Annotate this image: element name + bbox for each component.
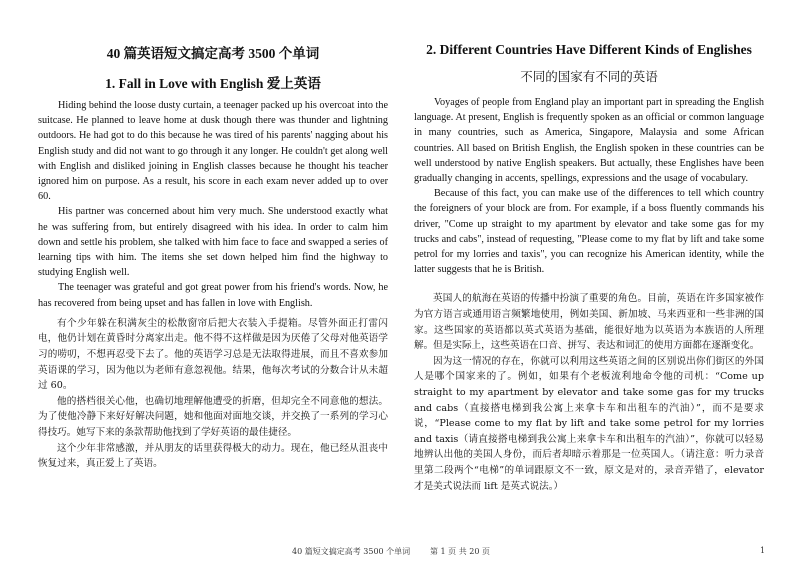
section-1-english-paragraph-2: His partner was concerned about him very much. She understood exactly what he was suffering from, but entirely disagreed with his idea. In order to calm him down and settle his problem, she talked with him face to face and swapped a series of learning tips with him. The items she set down helped him find the highway to studying English well. (38, 206, 388, 279)
footer-title: 40 篇短文搞定高考 3500 个单词 (292, 547, 411, 556)
section-1-english (38, 98, 388, 311)
section-2-chinese-paragraph-2: 因为这一情况的存在，你就可以利用这些英语之间的区别说出你们街区的外国人是哪个国家来的了。例如，如果有个老板流利地命令他的司机：“Come up straight to my apartment by elevator and take some gas for my trucks and cabs（直接搭电梯到我公寓上来拿卡车和出租车的汽油）”，而不是要求说，“Please come to my flat by lift and take some petrol for my lorries and taxis（请直接搭电梯到我公寓上来拿卡车和出租车的汽油）”，你就可以轻易地辨认出他的美国人身份，而后者却暗示着那是一位英国人。（请注意：听力录音里第二段两个“电梯”的单词跟原文不一致，原文是对的，录音弄错了，elevator 才是美式说法而 lift 是英式说法。） (414, 355, 764, 492)
section-1-chinese-paragraph-1: 有个少年躲在积满灰尘的松散窗帘后把大衣装入手提箱。尽管外面正打雷闪电，他仍计划在黄昏时分离家出走。他不得不这样做是因为厌倦了父母对他英语学习的唠叨，不想再忍受下去了。他的英语学习总是无法取得进展，而且不喜欢参加英语课的学习，因为他以为老师有意忽视他。结果，他每次考试的分数合计从未超过 60。 (38, 317, 388, 392)
section-1-english-paragraph-3: The teenager was grateful and got great power from his friend's words. Now, he has recovered from being upset and has fallen in love with English. (38, 282, 388, 309)
footer-page-number: 1 (760, 546, 766, 555)
section-2-subtitle: 不同的国家有不同的英语 (520, 69, 658, 84)
section-2-english-paragraph-2: Because of this fact, you can make use of the differences to tell which country the foreigners of your block are from. For example, if a boss fluently commands his driver, "Come up straight to my apartment by elevator and take some gas for my trucks and cabs", instead of requesting, "Please come to my flat by lift and take some petrol for my lorries and taxis", you can recognize his American identity, while the latter suggests that he is British. (414, 188, 764, 276)
section-1-chinese-paragraph-2: 他的搭档很关心他，也确切地理解他遭受的折磨，但却完全不同意他的想法。为了使他冷静下来好好解决问题，她和他面对面地交谈，并交换了一系列的学习心得技巧。她写下来的条款帮助他找到了学好英语的最佳捷径。 (38, 395, 388, 438)
footer-page-count: 第 1 页 共 20 页 (430, 547, 490, 556)
section-1-english-paragraph-1: Hiding behind the loose dusty curtain, a teenager packed up his overcoat into the suitcase. He planned to leave home at dusk though there was thunder and lightning outdoors. He had got to do this because he was tired of his parents' nagging about his English study and did not want to go through it any longer. He couldn't get along well with English and disliked joining in English classes because he thought his teacher ignored him on purpose. As a result, his score in each exam never added up to over 60. (38, 100, 388, 203)
section-2-english-paragraph-1: Voyages of people from England play an important part in spreading the English language. At present, English is frequently spoken as an official or common language in many countries, such as America, Singapore, Malaysia and some African countries. All based on British English, the English spoken in these countries can be well understood by native English speakers. But actually, these Englishes have been gradually changing in accents, spellings, expressions and the usage of vocabulary. (414, 97, 764, 185)
section-2-english (414, 95, 764, 277)
section-2-chinese (414, 291, 764, 494)
section-1-chinese (38, 316, 388, 472)
left-column (38, 42, 388, 472)
section-2-title: 2. Different Countries Have Different Kinds of Englishes (426, 42, 752, 57)
right-column (414, 42, 764, 494)
section-2-chinese-paragraph-1: 英国人的航海在英语的传播中扮演了重要的角色。目前，英语在许多国家被作为官方语言或通用语言频繁地使用，例如美国、新加坡、马来西亚和一些非洲的国家。这些国家的英语都以英式英语为基础，能很好地为以英语为本族语的人所理解。但是实际上，这些英语在口音、拼写、表达和词汇的使用方面都在逐渐变化。 (414, 293, 764, 352)
document-title: 40 篇英语短文搞定高考 3500 个单词 (106, 46, 320, 61)
section-1-title: 1. Fall in Love with English 爱上英语 (105, 76, 321, 91)
section-1-chinese-paragraph-3: 这个少年非常感激，并从朋友的话里获得极大的动力。现在，他已经从沮丧中恢复过来，真正爱上了英语。 (38, 442, 388, 470)
